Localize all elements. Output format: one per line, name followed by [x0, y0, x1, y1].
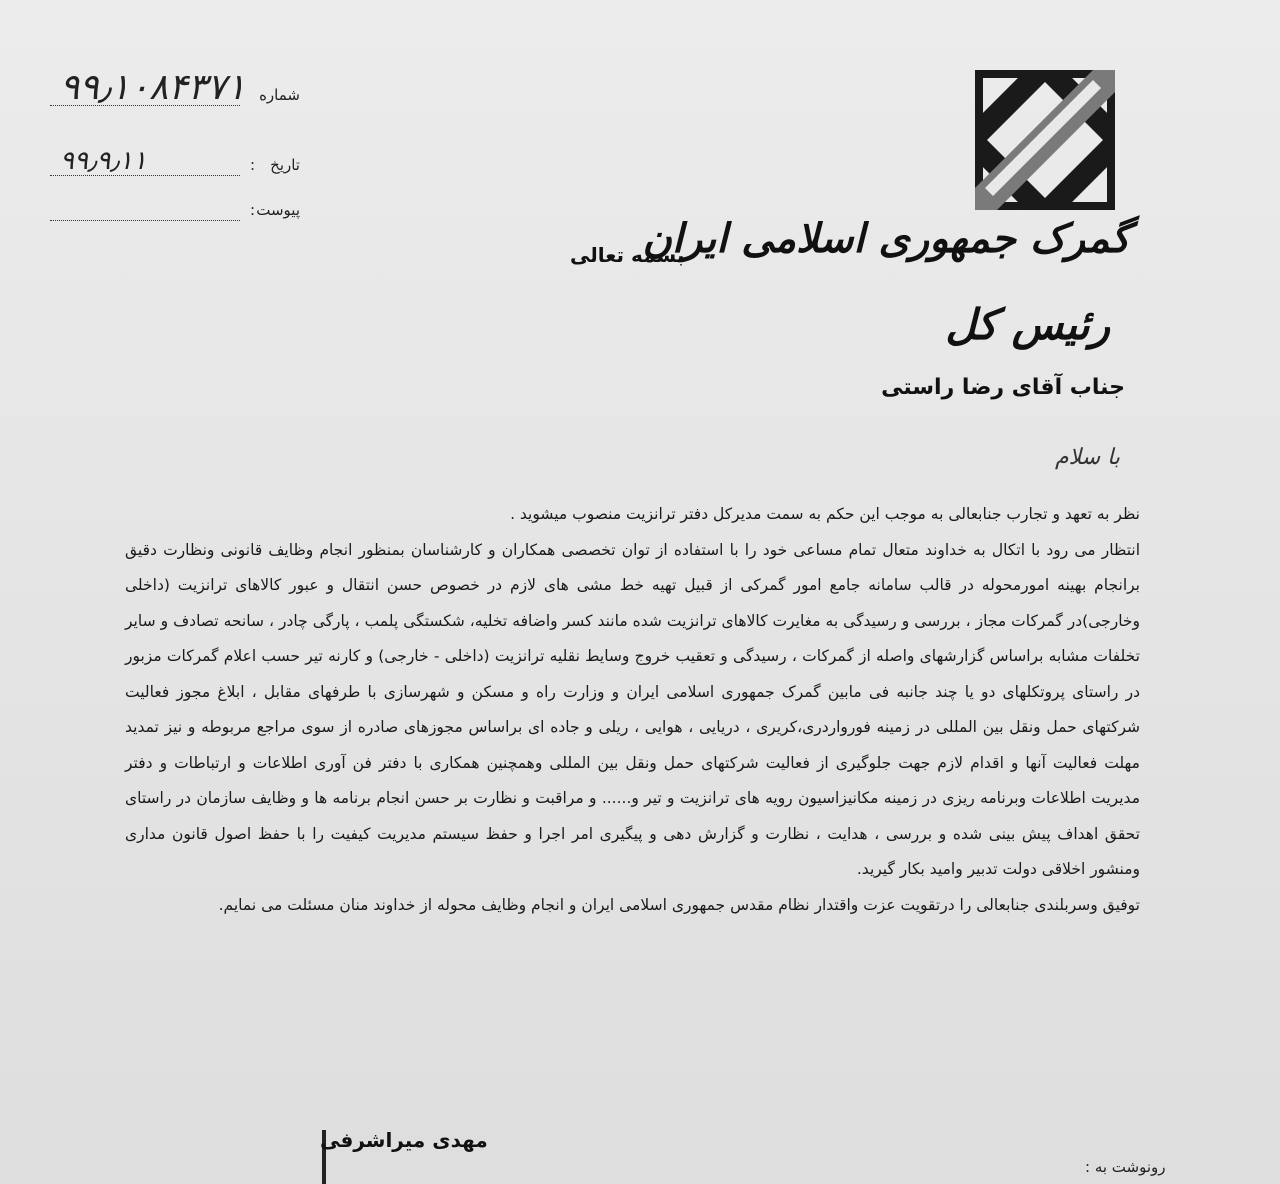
organization-name: گمرک جمهوری اسلامی ایران — [642, 215, 1130, 262]
body-paragraph-2: انتظار می رود با اتکال به خداوند متعال تمام مساعی خود را با استفاده از توان تخصصی همکاران و کارشناسان بمنظور انجام وظایف قانونی ونظارت دقیق برانجام بهینه امورمحوله در قالب سامانه جامع امور گمرکی از قبیل تهیه خط مشی های لازم در خصوص حسن انتقال و عبور کالاهای ترانزیت (داخلی وخارجی)در گمرکات مجاز ، بررسی و رسیدگی به مغایرت کالاهای ترانزیت شده مانند کسر واضافه تخلیه، شکستگی پلمب ، پارگی چادر ، سانحه تصادف و سایر تخلفات مشابه براساس گزارشهای واصله از گمرکات ، رسیدگی و تعقیب خروج وسایط نقلیه ترانزیت (داخلی - خارجی) و کارنه تیر حسب اعلام گمرکات مزبور در راستای پروتکلهای دو یا چند جانبه فی مابین گمرک جمهوری اسلامی ایران و وزارت راه و مسکن و شهرسازی با طرفهای مقابل ، ابلاغ مجوز فعالیت شرکتهای حمل ونقل بین المللی در زمینه فورواردری،کریری ، دریایی ، هوایی ، ریلی و جاده ای براساس مجوزهای صادره از سوی مراجع مربوطه و نیز تمدید مهلت فعالیت آنها و اقدام لازم جهت جلوگیری از فعالیت شرکتهای حمل ونقل بین المللی وهمچنین همکاری با دفتر فن آوری اطلاعات و ارتباطات و دفتر مدیریت اطلاعات وبرنامه ریزی در زمینه مکانیزاسیون رویه های ترانزیت و تیر و...... و مراقبت و نظارت بر حسن انجام برنامه ها و وظایف سازمان در راستای تحقق اهداف پیش بینی شده و بررسی ، هدایت ، نظارت و گزارش دهی و پیگیری امر اجرا و حفظ سیستم مدیریت کیفیت را با حفظ اصول قانون مداری ومنشور اخلاقی دولت تدبیر وامید بکار گیرید. — [125, 540, 1140, 878]
attachment-line — [50, 220, 240, 221]
recipient: جناب آقای رضا راستی — [881, 375, 1125, 400]
office-title: رئیس کل — [945, 300, 1110, 349]
date-row: تاریخ : ۹۹٫۹٫۱۱ — [50, 140, 300, 180]
letter-body — [125, 497, 1140, 923]
basmala: بسمه تعالی — [570, 243, 685, 267]
signatory-name: مهدی میراشرفی — [320, 1128, 488, 1152]
letter-number-row — [50, 67, 300, 110]
number-label: شماره — [259, 86, 300, 104]
date-label: تاریخ — [270, 156, 300, 174]
customs-emblem-icon — [975, 70, 1115, 210]
attachment-row: پیوست : — [50, 185, 300, 225]
body-paragraph-1: نظر به تعهد و تجارب جنابعالی به موجب این حکم به سمت مدیرکل دفتر ترانزیت منصوب میشوید . — [510, 505, 1140, 523]
attachment-label: پیوست — [256, 201, 300, 219]
cc-label: رونوشت به : — [1085, 1158, 1166, 1176]
letter-number: ۹۹٫۱۰۸۴۳۷۱ — [60, 67, 246, 108]
letter-date: ۹۹٫۹٫۱۱ — [60, 146, 147, 176]
body-paragraph-3: توفیق وسربلندی جنابعالی را درتقویت عزت واقتدار نظام مقدس جمهوری اسلامی ایران و انجام وظایف محوله از خداوند منان مسئلت می نمایم. — [218, 895, 1140, 914]
greeting: با سلام — [1054, 445, 1120, 470]
